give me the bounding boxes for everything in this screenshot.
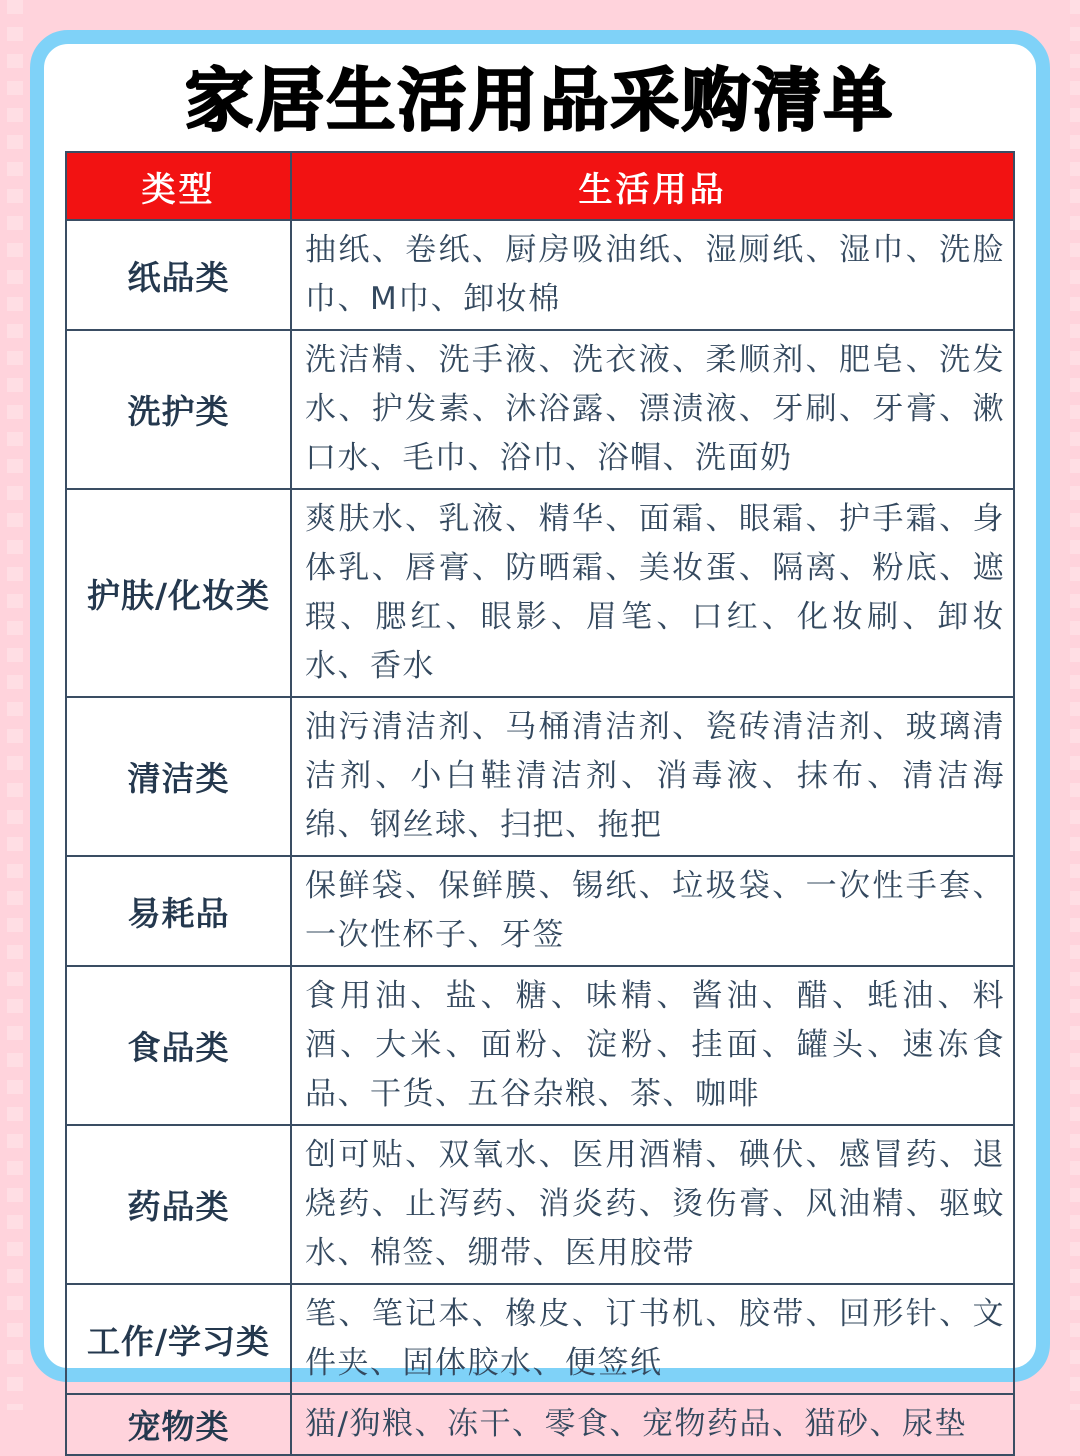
items-cell: 猫/狗粮、冻干、零食、宠物药品、猫砂、尿垫 — [291, 1394, 1014, 1455]
table-row — [66, 966, 1014, 1125]
pink-pattern-right — [1070, 0, 1080, 1410]
page-title: 家居生活用品采购清单 — [184, 62, 895, 141]
items-cell: 食用油、盐、糖、味精、酱油、醋、蚝油、料酒、大米、面粉、淀粉、挂面、罐头、速冻食品、干货、五谷杂粮、茶、咖啡 — [291, 966, 1014, 1125]
items-cell: 洗洁精、洗手液、洗衣液、柔顺剂、肥皂、洗发水、护发素、沐浴露、漂渍液、牙刷、牙膏、漱口水、毛巾、浴巾、浴帽、洗面奶 — [291, 330, 1014, 489]
table-row — [66, 489, 1014, 697]
table-row — [66, 1394, 1014, 1455]
items-cell: 保鲜袋、保鲜膜、锡纸、垃圾袋、一次性手套、一次性杯子、牙签 — [291, 856, 1014, 966]
category-cell: 洗护类 — [66, 330, 291, 489]
category-cell: 食品类 — [66, 966, 291, 1125]
category-cell: 护肤/化妆类 — [66, 489, 291, 697]
shopping-table — [65, 151, 1015, 1456]
header-cell-items: 生活用品 — [291, 152, 1014, 220]
table-body — [66, 220, 1014, 1455]
table-row — [66, 330, 1014, 489]
items-cell: 油污清洁剂、马桶清洁剂、瓷砖清洁剂、玻璃清洁剂、小白鞋清洁剂、消毒液、抹布、清洁海绵、钢丝球、扫把、拖把 — [291, 697, 1014, 856]
category-cell: 易耗品 — [66, 856, 291, 966]
table-row — [66, 1284, 1014, 1394]
card — [30, 30, 1050, 1446]
items-cell: 创可贴、双氧水、医用酒精、碘伏、感冒药、退烧药、止泻药、消炎药、烫伤膏、风油精、驱蚊水、棉签、绷带、医用胶带 — [291, 1125, 1014, 1284]
header-cell-type: 类型 — [66, 152, 291, 220]
table-row — [66, 1125, 1014, 1284]
pink-pattern-left — [7, 0, 23, 1410]
items-cell: 笔、笔记本、橡皮、订书机、胶带、回形针、文件夹、固体胶水、便签纸 — [291, 1284, 1014, 1394]
table-header — [66, 152, 1014, 220]
category-cell: 药品类 — [66, 1125, 291, 1284]
header-row — [66, 152, 1014, 220]
table-row — [66, 697, 1014, 856]
category-cell: 纸品类 — [66, 220, 291, 330]
table-row — [66, 856, 1014, 966]
category-cell: 清洁类 — [66, 697, 291, 856]
table-row — [66, 220, 1014, 330]
category-cell: 工作/学习类 — [66, 1284, 291, 1394]
items-cell: 爽肤水、乳液、精华、面霜、眼霜、护手霜、身体乳、唇膏、防晒霜、美妆蛋、隔离、粉底、遮瑕、腮红、眼影、眉笔、口红、化妆刷、卸妆水、香水 — [291, 489, 1014, 697]
items-cell: 抽纸、卷纸、厨房吸油纸、湿厕纸、湿巾、洗脸巾、M巾、卸妆棉 — [291, 220, 1014, 330]
category-cell: 宠物类 — [66, 1394, 291, 1455]
